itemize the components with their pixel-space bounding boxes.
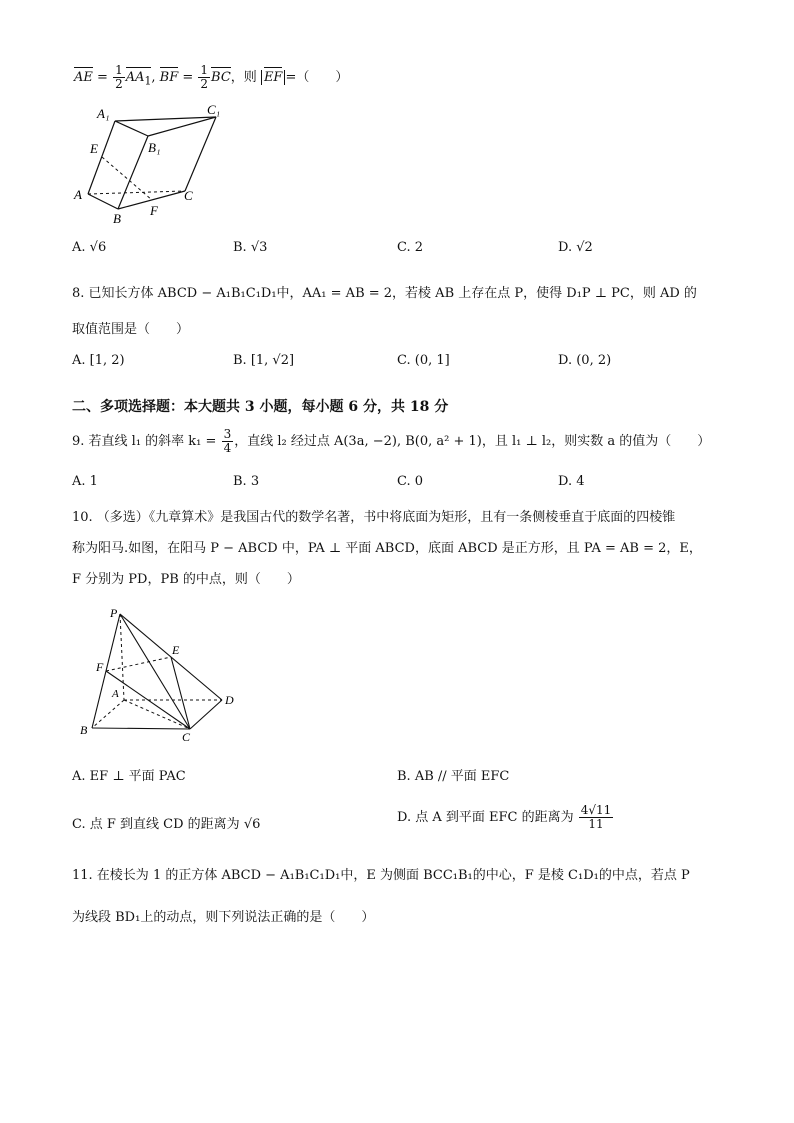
label-P: P	[110, 606, 118, 620]
label-B: B	[113, 211, 121, 226]
q7-stem: AE = $\frac{1}{2}$ $AA_1$, BF = $\frac{1}{2}$ BC，则 EF =（ ）	[74, 63, 349, 91]
q9-option-b[interactable]: B. 3	[233, 474, 260, 489]
fraction-half: $\frac{1}{2}$	[115, 63, 123, 91]
label-F: F	[96, 660, 104, 674]
q7-option-a[interactable]: A. √6	[72, 240, 107, 255]
label-E: E	[172, 643, 180, 657]
edge-B-B1	[118, 136, 148, 209]
edge-C-D	[190, 700, 222, 729]
edge-A-A1	[88, 121, 115, 194]
label-B1: B₁	[148, 140, 161, 155]
edge-B-C	[92, 728, 190, 729]
segment-E-F-hidden	[102, 157, 152, 200]
fraction-half-2: $\frac{1}{2}$	[200, 63, 209, 91]
vector-AE: AE	[74, 70, 93, 85]
edge-A1-C1	[115, 117, 216, 121]
fraction-4root11-over-11: $\frac{4√11}{11}$	[580, 803, 612, 831]
edge-A-B-hidden	[92, 700, 124, 728]
q11-line1: 11. 在棱长为 1 的正方体 ABCD − A₁B₁C₁D₁中，E 为侧面 BCC₁B₁的中心，F 是棱 C₁D₁的中点，若点 P	[72, 868, 690, 883]
q10-option-c[interactable]: C. 点 F 到直线 CD 的距离为 √6	[72, 817, 261, 832]
q10-option-a[interactable]: A. EF ⊥ 平面 PAC	[72, 769, 186, 784]
q10-option-b[interactable]: B. AB // 平面 EFC	[397, 769, 510, 784]
edge-A-C-hidden	[88, 191, 185, 194]
q7-parallelepiped-figure	[70, 100, 240, 228]
q9-stem: 9. 若直线 l₁ 的斜率 k₁ = $\frac{3}{4}$ ，直线 l₂ 经过点 A(3a, −2), B(0, a² + 1)，且 l₁ ⊥ l₂，则实数 a 的值为（ ）	[72, 427, 711, 455]
q7-stem-tail: ，则	[230, 70, 257, 85]
q7-option-d[interactable]: D. √2	[558, 240, 593, 255]
vector-BF: BF	[159, 70, 179, 85]
q9-option-d[interactable]: D. 4	[558, 474, 585, 489]
q8-line1: 8. 已知长方体 ABCD − A₁B₁C₁D₁中，AA₁ = AB = 2，若棱 AB 上存在点 P，使得 D₁P ⊥ PC，则 AD 的	[72, 286, 697, 301]
label-E: E	[90, 141, 98, 156]
label-F: F	[150, 203, 158, 218]
segment-F-E-hidden	[106, 657, 171, 671]
label-A1: A₁	[97, 106, 110, 121]
q9-option-c[interactable]: C. 0	[397, 474, 424, 489]
edge-A-B	[88, 194, 118, 209]
q8-option-b[interactable]: B. [1, √2]	[233, 353, 295, 368]
q7-bracket: =（ ）	[285, 70, 349, 85]
label-C1: C₁	[207, 102, 221, 117]
edge-C1-C	[185, 117, 216, 191]
q10-line3: F 分别为 PD，PB 的中点，则（ ）	[72, 572, 300, 587]
label-C: C	[182, 730, 191, 744]
q8-option-c[interactable]: C. (0, 1]	[397, 353, 450, 368]
label-C: C	[184, 188, 193, 203]
label-D: D	[225, 693, 234, 707]
edge-A1-B1	[115, 121, 148, 136]
label-B: B	[80, 723, 88, 737]
vector-AA1: $AA_1$	[125, 70, 152, 88]
q9-option-a[interactable]: A. 1	[72, 474, 98, 489]
q7-option-c[interactable]: C. 2	[397, 240, 424, 255]
abs-EF: EF	[261, 70, 286, 85]
edge-P-A-hidden	[120, 614, 124, 700]
q11-line2: 为线段 BD₁上的动点，则下列说法正确的是（ ）	[72, 910, 375, 925]
q10-line2: 称为阳马.如图，在阳马 P − ABCD 中，PA ⊥ 平面 ABCD，底面 ABCD 是正方形，且 PA = AB = 2，E，	[72, 541, 702, 556]
vector-BC: BC	[211, 70, 231, 85]
q8-option-a[interactable]: A. [1, 2)	[72, 353, 125, 368]
q7-option-b[interactable]: B. √3	[233, 240, 268, 255]
segment-A-C-hidden	[124, 700, 190, 729]
q10-line1: 10. （多选）《九章算术》是我国古代的数学名著，书中将底面为矩形，且有一条侧棱垂直于底面的四棱锥	[72, 510, 676, 525]
fraction-three-quarters: $\frac{3}{4}$	[223, 427, 232, 455]
label-A: A	[74, 187, 82, 202]
label-A: A	[112, 688, 119, 700]
q10-pyramid-figure	[72, 600, 247, 745]
q8-line2: 取值范围是（ ）	[72, 322, 190, 337]
edge-P-C	[120, 614, 190, 729]
q10-option-d[interactable]: D. 点 A 到平面 EFC 的距离为 $\frac{4√11}{11}$	[397, 803, 612, 831]
q8-option-d[interactable]: D. (0, 2)	[558, 353, 612, 368]
section-2-title: 二、多项选择题：本大题共 3 小题，每小题 6 分，共 18 分	[72, 399, 449, 415]
